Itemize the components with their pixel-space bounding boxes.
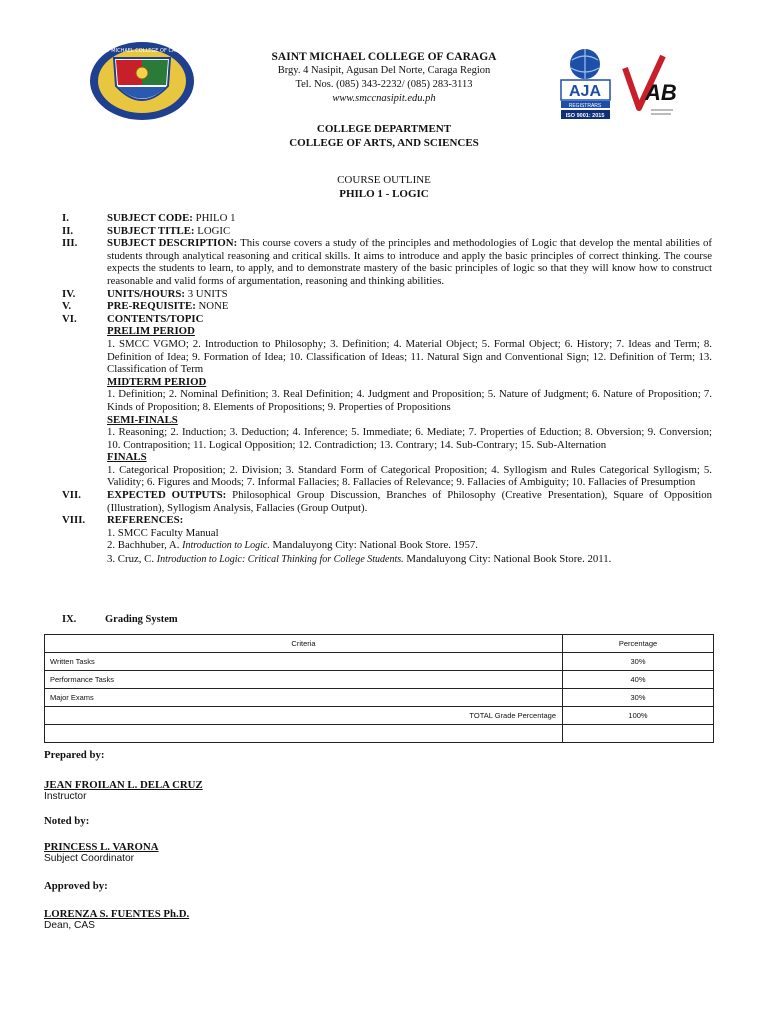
column-header-criteria: Criteria <box>45 635 563 653</box>
criteria-cell: Written Tasks <box>45 653 563 671</box>
table-row <box>45 671 714 689</box>
section-prerequisite <box>62 300 712 313</box>
percentage-cell: 30% <box>563 653 714 671</box>
period-topics: 1. Reasoning; 2. Induction; 3. Deduction; 4. Inference; 5. Immediate; 6. Mediate; 7. Properties of Eduction; 8. Obversion; 9. Conversion; 10. Contraposition; 11. Logical Opposition; 12. Contradiction; 13. Contrary; 14. Sub-Contrary; 15. Sub-Alternation <box>107 426 712 451</box>
section-value: 3 UNITS <box>187 287 228 300</box>
section-subject-code <box>62 212 712 225</box>
table-row <box>45 653 714 671</box>
period-topics: 1. Categorical Proposition; 2. Division; 3. Standard Form of Categorical Proposition; 4. Syllogism and Rules Categorical Syllogism; 5. Validity; 6. Figures and Moods; 7. Informal Fallacies; 8. Fallacies of Relevance; 9. Fallacies of Ambiguity; 10. Fallacies of Presumption <box>107 463 712 489</box>
svg-text:ISO 9001: 2015: ISO 9001: 2015 <box>565 113 605 119</box>
letterhead <box>0 50 768 106</box>
signatory-noted <box>44 815 159 865</box>
school-website: www.smccnasipit.edu.ph <box>332 93 436 104</box>
period-title: SEMI-FINALS <box>107 413 178 426</box>
signatory-label: Prepared by: <box>44 749 105 761</box>
svg-text:SAINT MICHAEL COLLEGE OF CARAG: SAINT MICHAEL COLLEGE OF CARAGA <box>94 48 190 54</box>
section-label: SUBJECT CODE: <box>107 212 193 224</box>
section-number: IX. <box>62 614 77 625</box>
signatory-role: Dean, CAS <box>44 920 95 931</box>
section-expected-outputs <box>62 489 712 514</box>
reference-item: 2. Bachhuber, A. Introduction to Logic. Mandaluyong City: National Book Store. 1957. <box>107 539 478 552</box>
signatory-label: Noted by: <box>44 815 90 827</box>
svg-text:AB: AB <box>645 80 677 105</box>
reference-list <box>107 527 712 567</box>
period-midterm <box>107 376 712 414</box>
section-value: PHILO 1 <box>195 212 236 224</box>
section-number: I. <box>62 212 69 224</box>
outline-title <box>0 173 768 201</box>
period-title: MIDTERM PERIOD <box>107 375 207 388</box>
section-label: PRE-REQUISITE: <box>107 300 196 313</box>
signatory-label: Approved by: <box>44 880 108 892</box>
section-label: EXPECTED OUTPUTS: <box>107 489 227 502</box>
signatory-approved <box>44 880 189 932</box>
section-subject-description <box>62 237 712 287</box>
reference-item: 3. Cruz, C. Introduction to Logic: Critical Thinking for College Students. Mandaluyong City: National Book Store. 2011. <box>107 553 612 566</box>
period-semifinals <box>107 414 712 452</box>
college-name: COLLEGE OF ARTS, AND SCIENCES <box>289 137 479 149</box>
subject-heading: PHILO 1 - LOGIC <box>339 188 429 200</box>
signatory-name: PRINCESS L. VARONA <box>44 841 159 853</box>
percentage-cell: 30% <box>563 689 714 707</box>
total-value: 100% <box>563 707 714 725</box>
section-number: VII. <box>62 489 81 502</box>
section-number: V. <box>62 300 72 313</box>
table-total-row <box>45 707 714 725</box>
document-type: COURSE OUTLINE <box>337 174 431 186</box>
period-finals <box>107 451 712 489</box>
section-number: III. <box>62 237 78 250</box>
grading-table <box>44 634 714 743</box>
signatory-name: JEAN FROILAN L. DELA CRUZ <box>44 779 203 791</box>
table-header-row <box>45 635 714 653</box>
school-address: Brgy. 4 Nasipit, Agusan Del Norte, Caraga Region <box>277 65 491 76</box>
criteria-cell: Performance Tasks <box>45 671 563 689</box>
section-number: VIII. <box>62 514 86 527</box>
svg-text:AJA: AJA <box>568 83 602 100</box>
column-header-percentage: Percentage <box>563 635 714 653</box>
school-name: SAINT MICHAEL COLLEGE OF CARAGA <box>271 51 497 63</box>
section-number: IV. <box>62 287 76 300</box>
signatory-role: Subject Coordinator <box>44 853 135 864</box>
percentage-cell: 40% <box>563 671 714 689</box>
section-number: II. <box>62 224 74 237</box>
period-topics: 1. Definition; 2. Nominal Definition; 3. Real Definition; 4. Judgment and Proposition; 5. Nature of Judgment; 6. Nature of Proposition; 7. Kinds of Proposition; 8. Elements of Propositions; 9. Properties of Propositions <box>107 388 712 413</box>
section-contents <box>62 313 712 326</box>
signatory-prepared <box>44 749 203 803</box>
section-references <box>62 514 712 527</box>
reference-item: 1. SMCC Faculty Manual <box>107 526 219 539</box>
section-units <box>62 288 712 301</box>
section-label: Grading System <box>105 614 178 625</box>
section-label: REFERENCES: <box>107 514 184 527</box>
section-label: SUBJECT TITLE: <box>107 224 195 237</box>
department-block <box>0 122 768 150</box>
period-title: FINALS <box>107 451 147 464</box>
section-value: NONE <box>198 300 229 313</box>
period-title: PRELIM PERIOD <box>107 325 195 338</box>
table-blank-row <box>45 725 714 743</box>
course-outline-body <box>62 212 712 567</box>
svg-text:REGISTRARS: REGISTRARS <box>568 103 602 109</box>
section-label: CONTENTS/TOPIC <box>107 312 204 325</box>
grading-heading <box>62 614 178 625</box>
department-name: COLLEGE DEPARTMENT <box>316 123 452 135</box>
school-phone: Tel. Nos. (085) 343-2232/ (085) 283-3113 <box>295 79 473 90</box>
total-label: TOTAL Grade Percentage <box>45 707 563 725</box>
signatory-name: LORENZA S. FUENTES Ph.D. <box>44 908 190 920</box>
signatory-role: Instructor <box>44 791 87 802</box>
period-topics: 1. SMCC VGMO; 2. Introduction to Philosophy; 3. Definition; 4. Material Object; 5. Formal Object; 6. History; 7. Ideas and Term; 8. Definition of Idea; 9. Formation of Idea; 10. Classification of Ideas; 11. Natural Sign and Conventional Sign; 12. Definition of Term; 13. Classification of Term <box>107 337 712 376</box>
section-label: UNITS/HOURS: <box>107 287 185 300</box>
section-label: SUBJECT DESCRIPTION: <box>107 237 238 250</box>
table-row <box>45 689 714 707</box>
section-number: VI. <box>62 312 77 325</box>
criteria-cell: Major Exams <box>45 689 563 707</box>
section-value: Philosophical Group Discussion, Branches of Philosophy (Creative Presentation), Square of Opposition (Illustration), Syllogism Analysis, Fallacies (Group Output). <box>107 489 712 514</box>
period-prelim <box>107 325 712 375</box>
section-value: LOGIC <box>197 224 231 237</box>
section-value: This course covers a study of the principles and methodologies of Logic that develop the mental abilities of students through analytical reasoning and critical skills. It aims to introduce and apply the basic principles of correct thinking. The course expects the students to learn, to apply, and to demonstrate mastery of the basic principles of logic so that they will know how to construct reasonable and valid forms of argumentation, reasoning and thinking abilities. <box>107 237 712 287</box>
section-subject-title <box>62 225 712 238</box>
